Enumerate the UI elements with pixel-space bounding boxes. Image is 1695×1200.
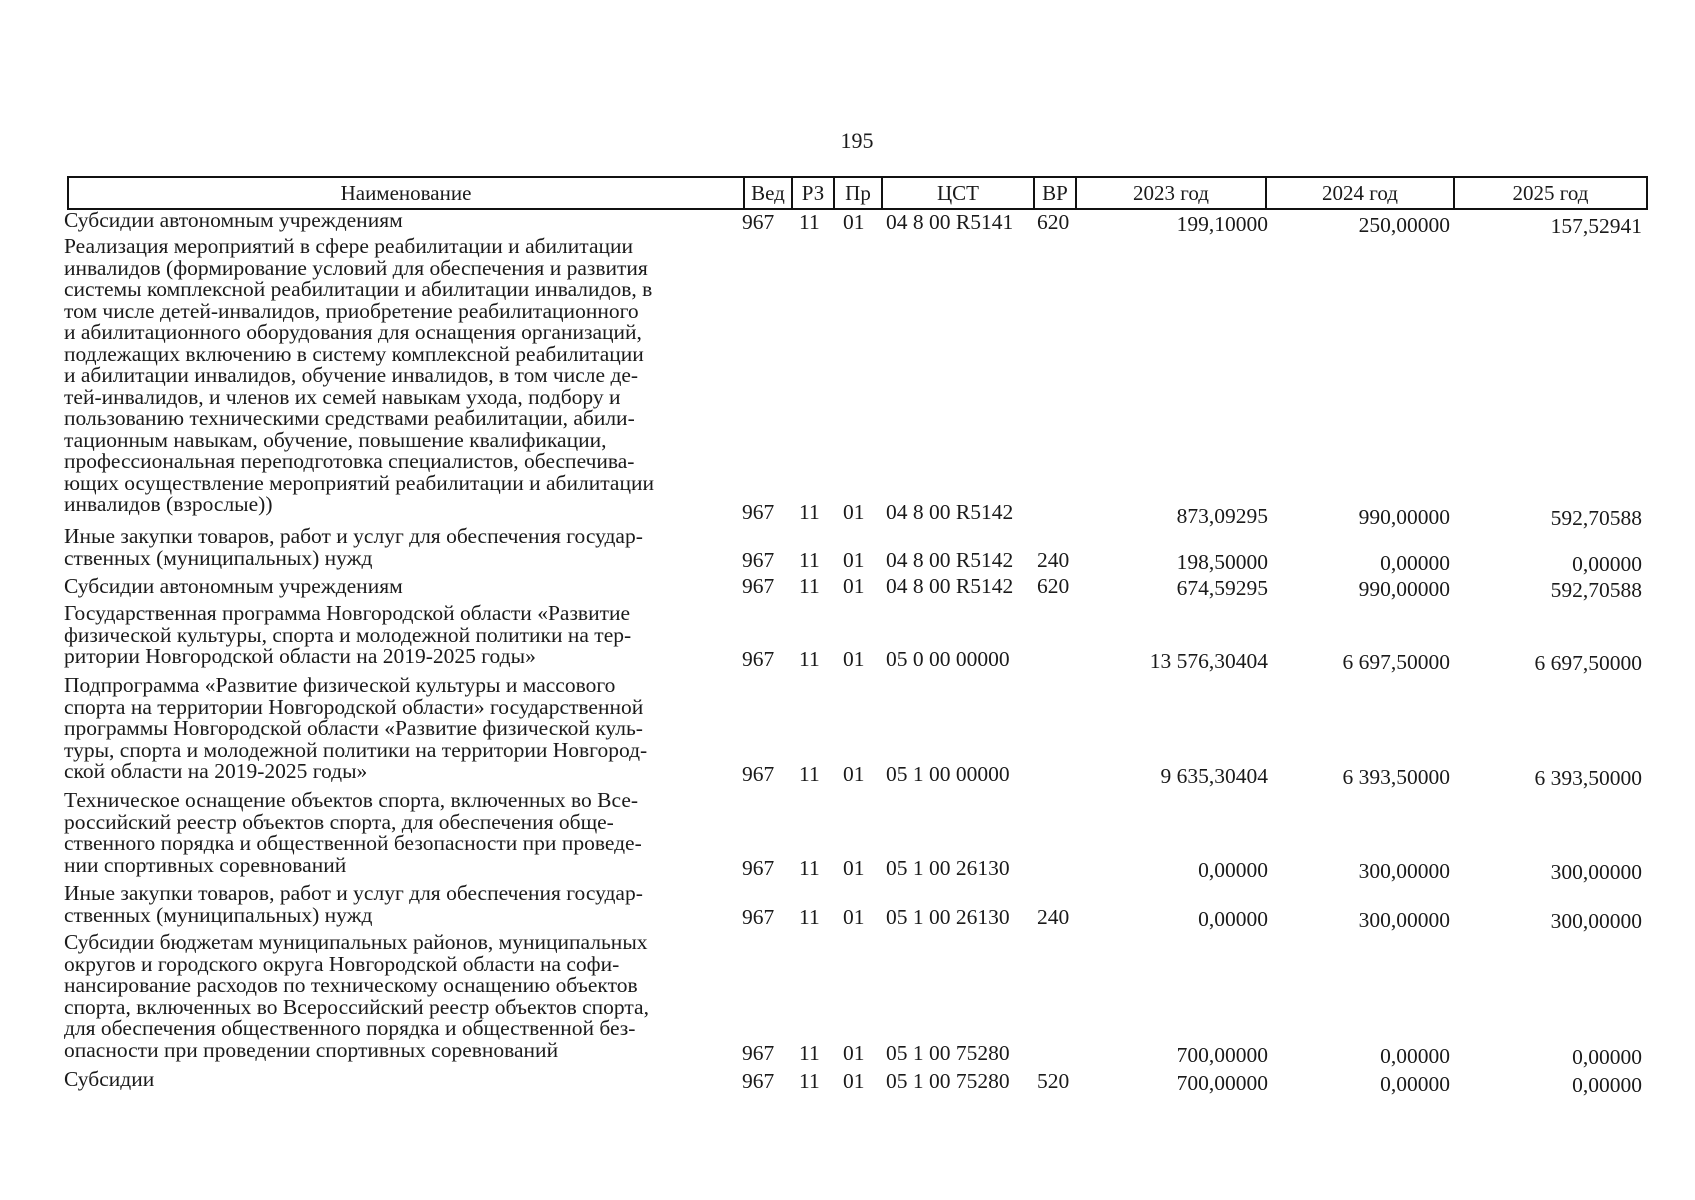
cell-2023: 0,00000 — [1198, 858, 1268, 882]
cell-ved: 967 — [742, 1069, 775, 1093]
column-header-2023: 2023 год — [1077, 178, 1267, 208]
column-header-2025: 2025 год — [1512, 181, 1589, 205]
cell-2025: 6 393,50000 — [1534, 766, 1642, 790]
cell-rz: 11 — [799, 1041, 820, 1065]
cell-ved: 967 — [742, 856, 775, 880]
table-header — [67, 176, 1648, 210]
cell-2025: 0,00000 — [1572, 552, 1642, 576]
row-name: Реализация мероприятий в сфере реабилитации и абилитации инвалидов (формирование условий для обеспечения и развития системы комплексной реабилитации и абилитации инвалидов, в том числе детей-инвалидов, приобретение реабилитационного и абилитационного оборудования для оснащения организаций, подлежащих включению в систему комплексной реабилитации и абилитации инвалидов, обучение инвалидов, в том числе де- тей-инвалидов, и членов их семей навыкам ухода, подбору и пользованию техническими средствами реабилитации, абили- тационным навыкам, обучение, повышение квалификации, профессиональная переподготовка специалистов, обеспечива- ющих осуществление мероприятий реабилитации и абилитации инвалидов (взрослые)) — [64, 234, 654, 516]
row-name: Субсидии — [64, 1067, 155, 1091]
column-header-pr: Пр — [835, 178, 883, 208]
cell-cst: 04 8 00 R5141 — [886, 210, 1014, 234]
cell-2024: 250,00000 — [1358, 213, 1450, 237]
column-header-2024: 2024 год — [1267, 178, 1455, 208]
cell-cst: 04 8 00 R5142 — [886, 548, 1014, 572]
row-name: Государственная программа Новгородской области «Развитие физической культуры, спорта и молодежной политики на тер- ритории Новгородской области на 2019-2025 годы» — [64, 601, 632, 668]
cell-vr: 240 — [1037, 548, 1070, 572]
cell-ved: 967 — [742, 647, 775, 671]
cell-2024: 300,00000 — [1358, 908, 1450, 932]
cell-2025: 0,00000 — [1572, 1045, 1642, 1069]
cell-pr: 01 — [843, 647, 865, 671]
cell-2025: 592,70588 — [1550, 578, 1642, 602]
row-name: Субсидии бюджетам муниципальных районов, муниципальных округов и городского округа Новгородской области на софи- нансирование расходов по техническому оснащению объектов спорта, включенных во Всероссийский реестр объектов спорта, для обеспечения общественного порядка и общественной без- опасности при проведении спортивных соревнований — [64, 930, 649, 1062]
cell-vr: 240 — [1037, 905, 1070, 929]
cell-rz: 11 — [799, 548, 820, 572]
cell-2024: 0,00000 — [1380, 1044, 1450, 1068]
column-header-vr: ВР — [1035, 178, 1077, 208]
cell-2023: 0,00000 — [1198, 907, 1268, 931]
cell-rz: 11 — [799, 574, 820, 598]
cell-2023: 674,59295 — [1176, 576, 1268, 600]
cell-2023: 700,00000 — [1176, 1071, 1268, 1095]
row-name: Иные закупки товаров, работ и услуг для обеспечения государ- ственных (муниципальных) нужд — [64, 881, 643, 927]
cell-vr: 620 — [1037, 210, 1070, 234]
cell-2025: 157,52941 — [1550, 214, 1642, 238]
cell-2023: 700,00000 — [1176, 1043, 1268, 1067]
cell-2023: 13 576,30404 — [1149, 649, 1268, 673]
cell-2023: 198,50000 — [1176, 550, 1268, 574]
cell-2023: 199,10000 — [1176, 212, 1268, 236]
cell-2023: 9 635,30404 — [1160, 764, 1268, 788]
cell-ved: 967 — [742, 762, 775, 786]
cell-2024: 6 393,50000 — [1342, 765, 1450, 789]
cell-rz: 11 — [799, 762, 820, 786]
cell-cst: 05 1 00 75280 — [886, 1041, 1010, 1065]
row-name: Субсидии автономным учреждениям — [64, 574, 403, 598]
cell-2024: 6 697,50000 — [1342, 650, 1450, 674]
cell-2025: 6 697,50000 — [1534, 651, 1642, 675]
cell-pr: 01 — [843, 1041, 865, 1065]
cell-cst: 05 1 00 26130 — [886, 856, 1010, 880]
cell-ved: 967 — [742, 500, 775, 524]
cell-cst: 04 8 00 R5142 — [886, 574, 1014, 598]
cell-ved: 967 — [742, 574, 775, 598]
cell-2024: 300,00000 — [1358, 859, 1450, 883]
cell-vr: 620 — [1037, 574, 1070, 598]
cell-pr: 01 — [843, 1069, 865, 1093]
row-name: Техническое оснащение объектов спорта, включенных во Все- российский реестр объектов спорта, для обеспечения обще- ственного порядка и общественной безопасности при проведе- нии спортивных соревнований — [64, 788, 642, 877]
cell-cst: 05 0 00 00000 — [886, 647, 1010, 671]
cell-cst: 05 1 00 26130 — [886, 905, 1010, 929]
cell-pr: 01 — [843, 210, 865, 234]
cell-vr: 520 — [1037, 1069, 1070, 1093]
cell-cst: 04 8 00 R5142 — [886, 500, 1014, 524]
cell-2025: 0,00000 — [1572, 1073, 1642, 1097]
row-name: Субсидии автономным учреждениям — [64, 208, 403, 232]
cell-2024: 0,00000 — [1380, 551, 1450, 575]
cell-2025: 300,00000 — [1550, 860, 1642, 884]
column-header-ved: Вед — [745, 178, 793, 208]
cell-ved: 967 — [742, 1041, 775, 1065]
cell-cst: 05 1 00 75280 — [886, 1069, 1010, 1093]
cell-2025: 300,00000 — [1550, 909, 1642, 933]
column-header-rz: РЗ — [793, 178, 835, 208]
cell-rz: 11 — [799, 905, 820, 929]
cell-2024: 990,00000 — [1358, 577, 1450, 601]
cell-2023: 873,09295 — [1176, 504, 1268, 528]
cell-rz: 11 — [799, 210, 820, 234]
row-name: Иные закупки товаров, работ и услуг для обеспечения государ- ственных (муниципальных) нужд — [64, 524, 643, 570]
cell-rz: 11 — [799, 500, 820, 524]
cell-pr: 01 — [843, 548, 865, 572]
column-header-name: Наименование — [69, 178, 745, 208]
cell-ved: 967 — [742, 210, 775, 234]
cell-pr: 01 — [843, 762, 865, 786]
cell-rz: 11 — [799, 1069, 820, 1093]
cell-pr: 01 — [843, 500, 865, 524]
cell-ved: 967 — [742, 548, 775, 572]
cell-pr: 01 — [843, 856, 865, 880]
cell-cst: 05 1 00 00000 — [886, 762, 1010, 786]
cell-rz: 11 — [799, 856, 820, 880]
cell-2024: 990,00000 — [1358, 505, 1450, 529]
row-name: Подпрограмма «Развитие физической культуры и массового спорта на территории Новгородской области» государственной программы Новгородской области «Развитие физической куль- туры, спорта и молодежной политики на территории Новгород- ской области на 2019-2025 годы» — [64, 673, 648, 783]
cell-rz: 11 — [799, 647, 820, 671]
column-header-cst: ЦСТ — [883, 178, 1035, 208]
page-number: 195 — [840, 128, 874, 153]
cell-pr: 01 — [843, 905, 865, 929]
cell-2024: 0,00000 — [1380, 1072, 1450, 1096]
cell-pr: 01 — [843, 574, 865, 598]
cell-2025: 592,70588 — [1550, 506, 1642, 530]
cell-ved: 967 — [742, 905, 775, 929]
